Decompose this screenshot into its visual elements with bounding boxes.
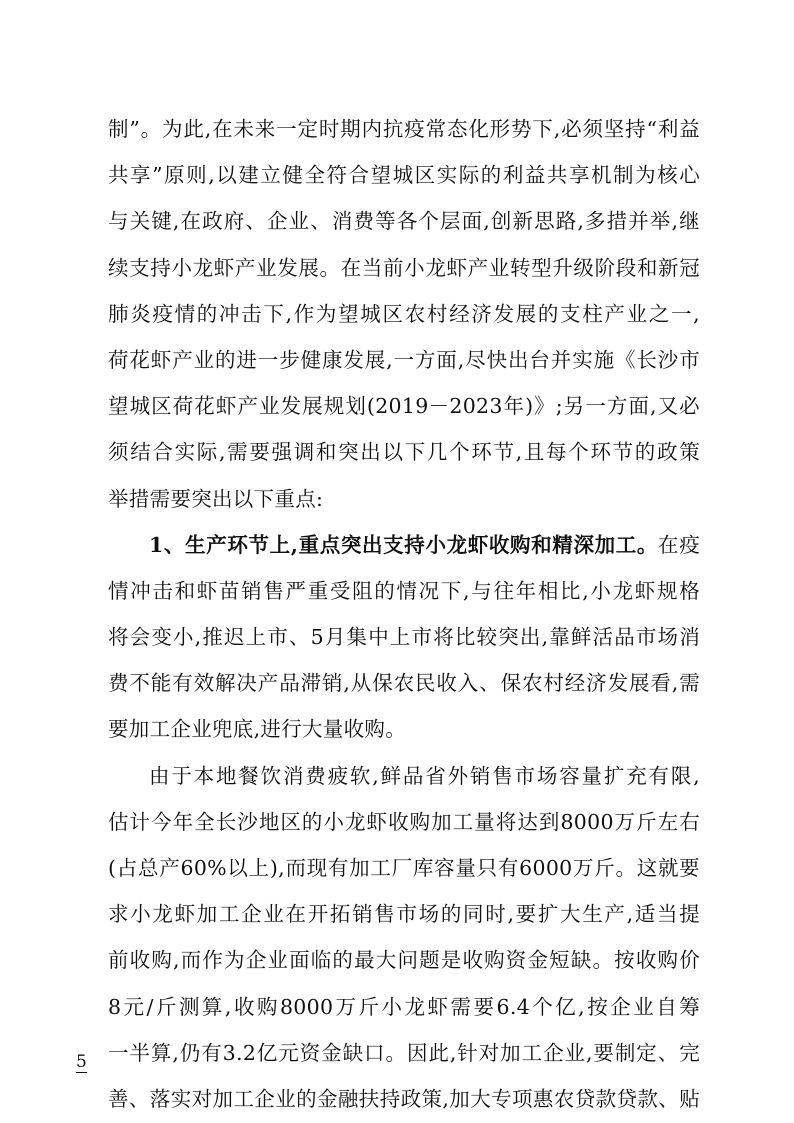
section-1-first-line bbox=[108, 522, 700, 568]
text-line: 荷花虾产业的进一步健康发展,一方面,尽快出台并实施《长沙市 bbox=[108, 347, 700, 372]
section-1-heading: 1、生产环节上,重点突出支持小龙虾收购和精深加工。 bbox=[149, 532, 659, 557]
text-line: 善、落实对加工企业的金融扶持政策,加大专项惠农贷款贷款、贴 bbox=[108, 1086, 700, 1111]
text-line: 要加工企业兜底,进行大量收购。 bbox=[108, 717, 407, 742]
text-line: 举措需要突出以下重点: bbox=[108, 486, 324, 511]
text-line: 费不能有效解决产品滞销,从保农民收入、保农村经济发展看,需 bbox=[108, 671, 700, 696]
page-number: 5 bbox=[76, 1052, 87, 1072]
section-1-text: 在疫 bbox=[658, 532, 700, 557]
text-line: 制”。为此,在未来一定时期内抗疫常态化形势下,必须坚持“利益 bbox=[108, 117, 700, 141]
text-line: 与关键,在政府、企业、消费等各个层面,创新思路,多措并举,继 bbox=[108, 209, 700, 234]
text-line: 须结合实际,需要强调和突出以下几个环节,且每个环节的政策 bbox=[108, 440, 700, 465]
text-line: (占总产60%以上),而现有加工厂库容量只有6000万斤。这就要 bbox=[108, 856, 700, 880]
text-line: 肺炎疫情的冲击下,作为望城区农村经济发展的支柱产业之一, bbox=[108, 301, 700, 326]
text-line: 情冲击和虾苗销售严重受阻的情况下,与往年相比,小龙虾规格 bbox=[108, 578, 700, 603]
text-line: 求小龙虾加工企业在开拓销售市场的同时,要扩大生产,适当提 bbox=[108, 902, 700, 927]
text-line: 望城区荷花虾产业发展规划(2019－2023年)》;另一方面,又必 bbox=[108, 394, 700, 419]
text-line: 将会变小,推迟上市、5月集中上市将比较突出,靠鲜活品市场消 bbox=[108, 625, 700, 650]
text-line: 估计今年全长沙地区的小龙虾收购加工量将达到8000万斤左右 bbox=[108, 809, 700, 834]
text-line: 8元/斤测算,收购8000万斤小龙虾需要6.4个亿,按企业自筹 bbox=[108, 994, 700, 1019]
text-line: 前收购,而作为企业面临的最大问题是收购资金短缺。按收购价 bbox=[108, 948, 700, 973]
paragraph-2-first-line: 由于本地餐饮消费疲软,鲜品省外销售市场容量扩充有限, bbox=[149, 763, 700, 788]
text-line: 共享”原则,以建立健全符合望城区实际的利益共享机制为核心 bbox=[108, 163, 700, 188]
body-text bbox=[108, 106, 700, 1122]
text-line: 续支持小龙虾产业发展。在当前小龙虾产业转型升级阶段和新冠 bbox=[108, 255, 700, 280]
text-line: 一半算,仍有3.2亿元资金缺口。因此,针对加工企业,要制定、完 bbox=[108, 1040, 700, 1065]
